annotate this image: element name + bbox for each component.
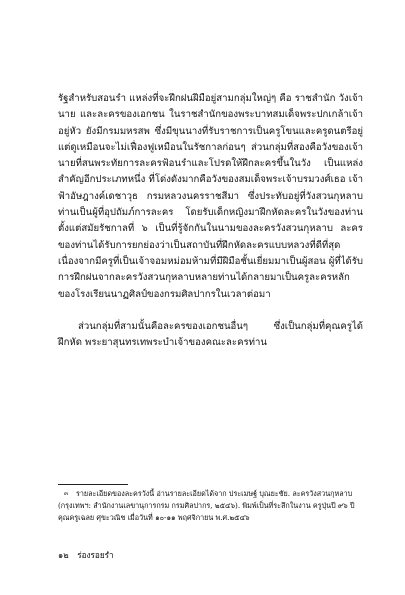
page-footer [58, 549, 114, 561]
footnote-separator [58, 484, 128, 485]
body-text [58, 91, 363, 351]
page-number: ๑๒ [58, 550, 69, 560]
footnote-text: รายละเอียดของละครวังนี้ อ่านรายละเอียดได้จาก ประเมษฐ์ บุณยะชัย. ละครวังสวนกุหลาบ (กรุงเทพฯ: สำนักงานเลขานุการกรม กรมศิลปากร, ๒๕๔๖). พิมพ์เป็นที่ระลึกในงาน ครูปุ่นปี ๙๖ ปี คุณครูเฉลย ศุขะวณิช เมื่อวันที่ ๑๐-๑๑ พฤศจิกายน พ.ศ.๒๕๔๖ [58, 489, 355, 522]
footnote-marker: ๓ [64, 490, 69, 497]
running-title: ร่องรอยรำ [77, 550, 114, 560]
paragraph-2: ส่วนกลุ่มที่สามนั้นคือละครของเอกชนอื่นๆ ซึ่งเป็นกลุ่มที่คุณครูได้ฝึกหัด พระยาสุนทรเทพระบำเจ้าของคณะละครท่าน [58, 320, 363, 349]
footnote [58, 488, 363, 524]
paragraph-1: รัฐสำหรับสอนรำ แหล่งที่จะฝึกฝนฝีมือยู่สามกลุ่มใหญ่ๆ คือ ราชสำนัก วังเจ้านาย และละครของเอกชน ในราชสำนักของพระบาทสมเด็จพระปกเกล้าเจ้าอยู่หัว ยังมีกรมมหรสพ ซึ่งมีขุนนางที่รับราชการเป็นครูโขนและครูดนตรีอยู่ แต่ดูเหมือนจะไม่เฟื่องฟูเหมือนในรัชกาลก่อนๆ ส่วนกลุ่มที่สองคือวังของเจ้านายที่สนพระทัยการละครฟ้อนรำและโปรดให้ฝึกละครขึ้นในวัง เป็นแหล่งสำคัญอีกประเภทหนึ่ง ที่โด่งดังมากคือวังของสมเด็จพระเจ้าบรมวงศ์เธอ เจ้าฟ้าอัษฎางค์เดชาวุธ กรมหลวงนครราชสีมา ซึ่งประทับอยู่ที่วังสวนกุหลาบ ท่านเป็นผู้ที่อุปถัมภ์การละคร โดยรับเด็กหญิงมาฝึกหัดละครในวังของท่านตั้งแต่สมัยรัชกาลที่ ๖ เป็นที่รู้จักกันในนามของละครวังสวนกุหลาบ ละครของท่านได้รับการยกย่องว่าเป็นสถาบันที่ฝึกหัดละครแบบหลวงที่ดีที่สุดเนื่องจากมีครูที่เป็นเจ้าจอมหม่อมห้ามที่มีฝีมือชั้นเยี่ยมมาเป็นผู้สอน ผู้ที่ได้รับการฝึกฝนจากละครวังสวนกุหลาบหลายท่านได้กลายมาเป็นครูละครหลักของโรงเรียนนาฏศิลป์ของกรมศิลปากรในเวลาต่อมา [58, 93, 364, 300]
